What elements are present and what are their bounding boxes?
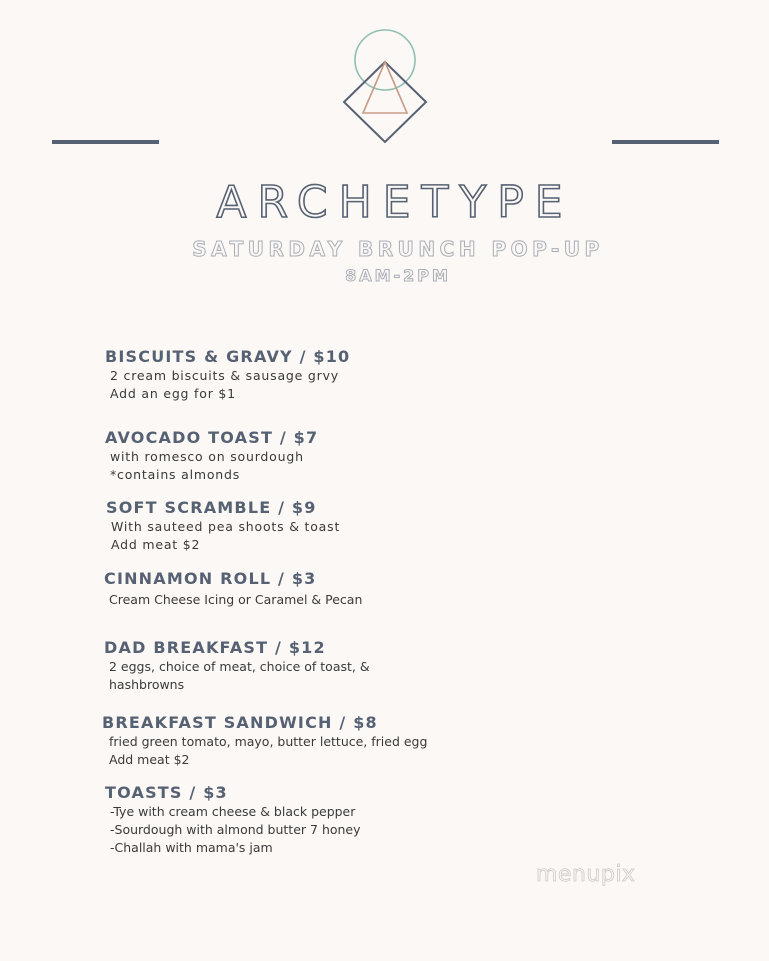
archetype-logo-icon bbox=[337, 22, 433, 150]
menu-item-description: fried green tomato, mayo, butter lettuce, fried egg bbox=[109, 734, 428, 749]
menu-item-description: -Challah with mama's jam bbox=[110, 840, 273, 855]
menu-item-title: BISCUITS & GRAVY / $10 bbox=[105, 347, 351, 366]
menu-item-title: AVOCADO TOAST / $7 bbox=[105, 428, 319, 447]
menu-item bbox=[105, 783, 361, 857]
menu-item bbox=[105, 428, 318, 484]
menu-item bbox=[102, 713, 427, 769]
menu-item-title: TOASTS / $3 bbox=[105, 783, 228, 802]
menu-item-title: BREAKFAST SANDWICH / $8 bbox=[102, 713, 378, 732]
menu-item-description: 2 cream biscuits & sausage grvy bbox=[110, 368, 339, 383]
title-block bbox=[0, 170, 769, 290]
right-divider bbox=[612, 140, 719, 144]
menu-item-description: -Sourdough with almond butter 7 honey bbox=[110, 822, 361, 837]
menu-item-description: hashbrowns bbox=[109, 677, 185, 692]
menu-item bbox=[106, 498, 340, 554]
menu-item-description: Cream Cheese Icing or Caramel & Pecan bbox=[109, 592, 363, 607]
menu-item-title: SOFT SCRAMBLE / $9 bbox=[106, 498, 317, 517]
menu-item bbox=[105, 347, 350, 403]
left-divider bbox=[52, 140, 159, 144]
event-hours: 8AM-2PM bbox=[345, 266, 451, 285]
menu-item-title: DAD BREAKFAST / $12 bbox=[104, 638, 326, 657]
menu-item-description: Add an egg for $1 bbox=[110, 386, 236, 401]
menu-item-description: Add meat $2 bbox=[111, 537, 201, 552]
menu-item-description: With sauteed pea shoots & toast bbox=[111, 519, 341, 534]
menu-item-description: 2 eggs, choice of meat, choice of toast, & bbox=[109, 659, 370, 674]
menu-item bbox=[104, 569, 362, 609]
menu-item-description: with romesco on sourdough bbox=[110, 449, 304, 464]
brand-title: ARCHETYPE bbox=[216, 177, 574, 228]
menu-item-title: CINNAMON ROLL / $3 bbox=[104, 569, 317, 588]
menu-item-description: *contains almonds bbox=[110, 467, 241, 482]
watermark-logo: menupix bbox=[536, 862, 636, 887]
menu-item bbox=[104, 638, 370, 694]
event-subtitle: SATURDAY BRUNCH POP-UP bbox=[192, 237, 604, 261]
menu-item-description: Add meat $2 bbox=[109, 752, 190, 767]
menu-item-description: -Tye with cream cheese & black pepper bbox=[110, 804, 356, 819]
